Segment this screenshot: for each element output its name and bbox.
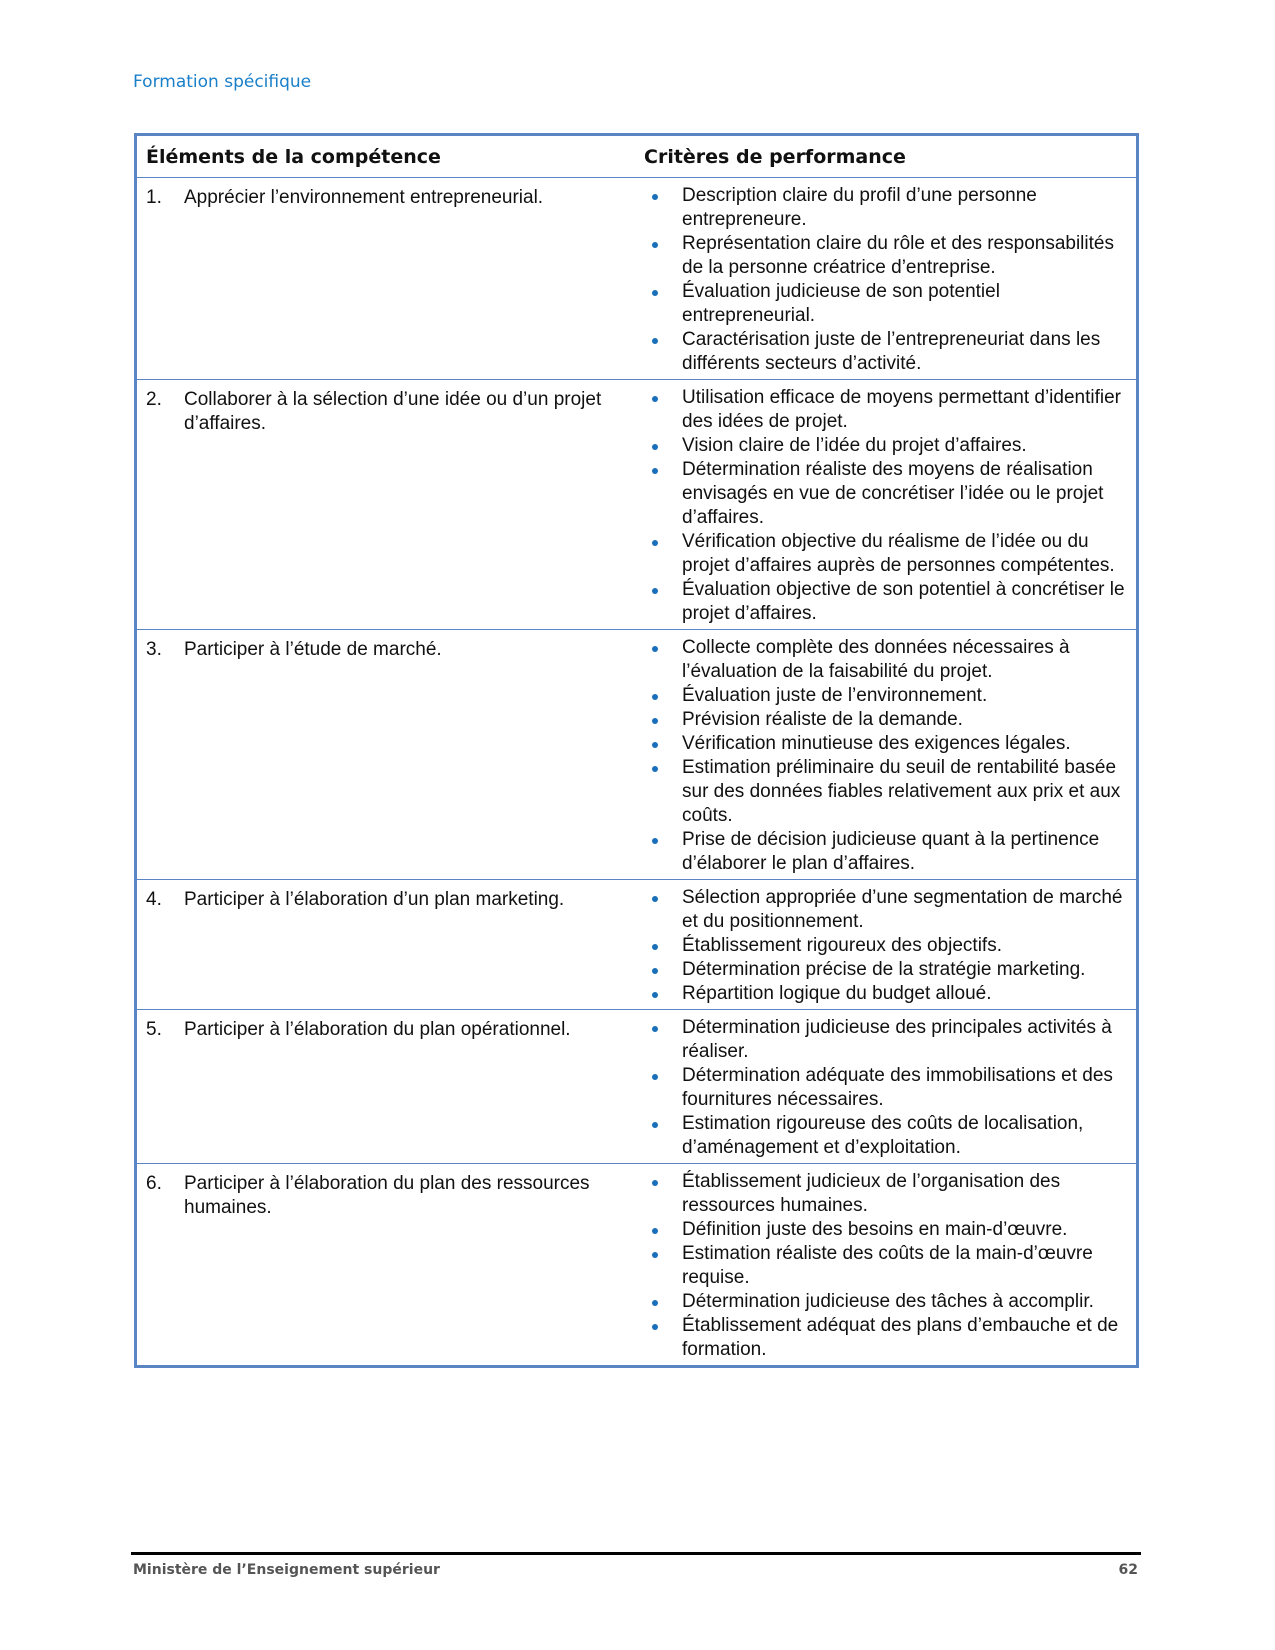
criteria-list — [644, 184, 1127, 376]
element-number: 6. — [146, 1173, 162, 1194]
footer-ministry: Ministère de l’Enseignement supérieur — [133, 1562, 440, 1578]
section-header: Formation spécifique — [133, 72, 312, 92]
column-header-elements: Éléments de la compétence — [136, 135, 636, 178]
criterion-item: Représentation claire du rôle et des responsabilités de la personne créatrice d’entreprise. — [644, 232, 1127, 280]
competence-table — [134, 133, 1139, 1368]
element-cell — [136, 630, 636, 880]
criterion-item: Détermination réaliste des moyens de réalisation envisagés en vue de concrétiser l’idée ou le projet d’affaires. — [644, 458, 1127, 530]
criterion-item: Vérification minutieuse des exigences légales. — [644, 732, 1127, 756]
competence-element — [146, 1170, 626, 1220]
criteria-list — [644, 886, 1127, 1006]
criteria-list — [644, 386, 1127, 626]
criteria-cell — [635, 178, 1138, 380]
element-cell — [136, 880, 636, 1010]
table-row — [136, 880, 1138, 1010]
criterion-item: Évaluation judicieuse de son potentiel entrepreneurial. — [644, 280, 1127, 328]
element-cell — [136, 1010, 636, 1164]
table-row — [136, 1010, 1138, 1164]
element-text: Participer à l’élaboration du plan opérationnel. — [184, 1019, 571, 1040]
criterion-item: Détermination judicieuse des principales activités à réaliser. — [644, 1016, 1127, 1064]
element-text: Apprécier l’environnement entrepreneurial. — [184, 187, 544, 208]
element-text: Participer à l’élaboration du plan des ressources humaines. — [184, 1173, 590, 1218]
criterion-item: Répartition logique du budget alloué. — [644, 982, 1127, 1006]
element-number: 2. — [146, 389, 162, 410]
column-header-criteria: Critères de performance — [635, 135, 1138, 178]
criterion-item: Établissement rigoureux des objectifs. — [644, 934, 1127, 958]
criterion-item: Détermination adéquate des immobilisations et des fournitures nécessaires. — [644, 1064, 1127, 1112]
criteria-list — [644, 1016, 1127, 1160]
page-number: 62 — [1118, 1562, 1138, 1578]
criterion-item: Détermination précise de la stratégie marketing. — [644, 958, 1127, 982]
criteria-list — [644, 636, 1127, 876]
element-cell — [136, 380, 636, 630]
competence-element — [146, 886, 626, 912]
element-text: Participer à l’étude de marché. — [184, 639, 442, 660]
criteria-cell — [635, 880, 1138, 1010]
criterion-item: Prévision réaliste de la demande. — [644, 708, 1127, 732]
criterion-item: Estimation rigoureuse des coûts de localisation, d’aménagement et d’exploitation. — [644, 1112, 1127, 1160]
criterion-item: Sélection appropriée d’une segmentation de marché et du positionnement. — [644, 886, 1127, 934]
criterion-item: Évaluation juste de l’environnement. — [644, 684, 1127, 708]
competence-element — [146, 1016, 626, 1042]
competence-element — [146, 386, 626, 436]
criterion-item: Vision claire de l’idée du projet d’affaires. — [644, 434, 1127, 458]
criterion-item: Caractérisation juste de l’entrepreneuriat dans les différents secteurs d’activité. — [644, 328, 1127, 376]
competence-element — [146, 636, 626, 662]
table-row — [136, 630, 1138, 880]
criteria-cell — [635, 1164, 1138, 1367]
criterion-item: Collecte complète des données nécessaires à l’évaluation de la faisabilité du projet. — [644, 636, 1127, 684]
criteria-cell — [635, 630, 1138, 880]
element-number: 4. — [146, 889, 162, 910]
element-number: 5. — [146, 1019, 162, 1040]
element-text: Participer à l’élaboration d’un plan marketing. — [184, 889, 565, 910]
criterion-item: Vérification objective du réalisme de l’idée ou du projet d’affaires auprès de personnes compétentes. — [644, 530, 1127, 578]
criterion-item: Établissement adéquat des plans d’embauche et de formation. — [644, 1314, 1127, 1362]
competence-element — [146, 184, 626, 210]
element-number: 3. — [146, 639, 162, 660]
element-number: 1. — [146, 187, 162, 208]
criterion-item: Description claire du profil d’une personne entrepreneure. — [644, 184, 1127, 232]
criterion-item: Estimation préliminaire du seuil de rentabilité basée sur des données fiables relativement aux prix et aux coûts. — [644, 756, 1127, 828]
footer-divider — [131, 1552, 1141, 1555]
table-row — [136, 1164, 1138, 1367]
criterion-item: Détermination judicieuse des tâches à accomplir. — [644, 1290, 1127, 1314]
criterion-item: Prise de décision judicieuse quant à la pertinence d’élaborer le plan d’affaires. — [644, 828, 1127, 876]
criteria-cell — [635, 1010, 1138, 1164]
criteria-cell — [635, 380, 1138, 630]
table-body — [136, 178, 1138, 1367]
criterion-item: Utilisation efficace de moyens permettant d’identifier des idées de projet. — [644, 386, 1127, 434]
criterion-item: Estimation réaliste des coûts de la main-d’œuvre requise. — [644, 1242, 1127, 1290]
criterion-item: Évaluation objective de son potentiel à concrétiser le projet d’affaires. — [644, 578, 1127, 626]
element-cell — [136, 178, 636, 380]
criterion-item: Établissement judicieux de l’organisation des ressources humaines. — [644, 1170, 1127, 1218]
criterion-item: Définition juste des besoins en main-d’œuvre. — [644, 1218, 1127, 1242]
table-row — [136, 178, 1138, 380]
element-text: Collaborer à la sélection d’une idée ou d’un projet d’affaires. — [184, 389, 602, 434]
criteria-list — [644, 1170, 1127, 1362]
table-row — [136, 380, 1138, 630]
element-cell — [136, 1164, 636, 1367]
